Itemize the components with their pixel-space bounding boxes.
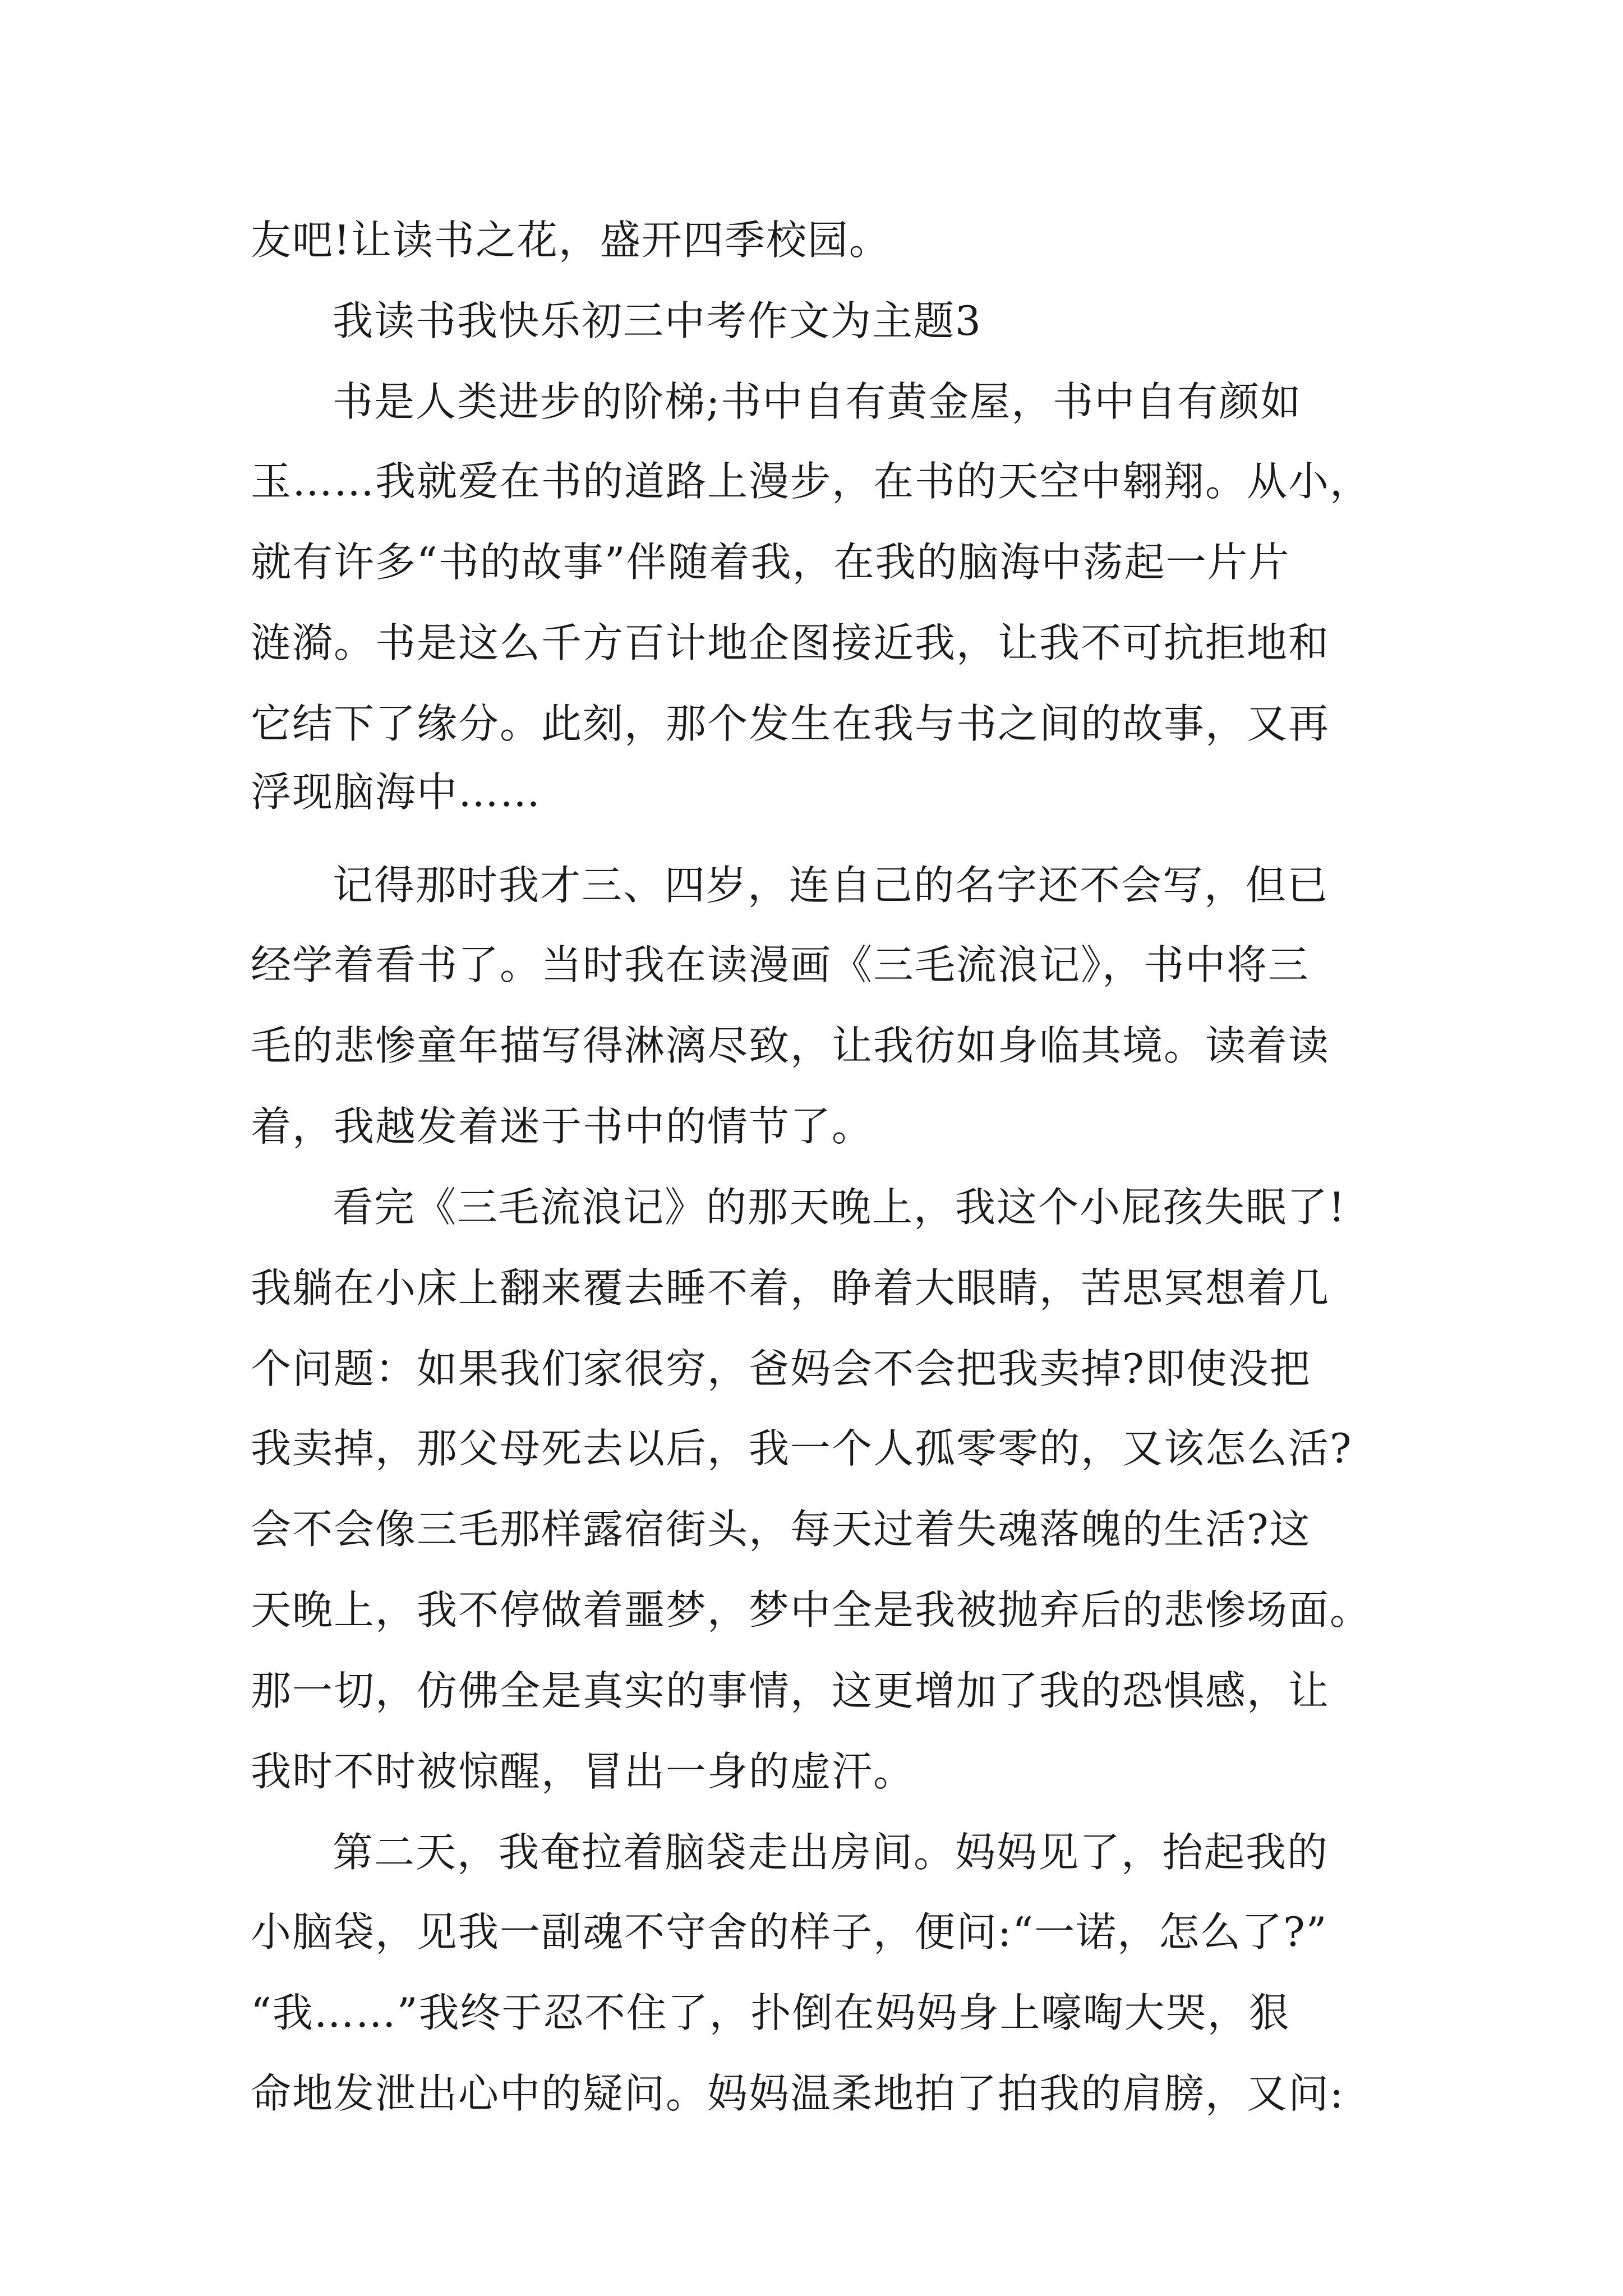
- text-line: 小脑袋，见我一副魂不守舍的样子，便问:“一诺，怎么了?”: [251, 1908, 1328, 1955]
- text-line: 记得那时我才三、四岁，连自己的名字还不会写，但已: [333, 862, 1329, 909]
- text-line: “我……”我终于忍不住了，扑倒在妈妈身上嚎啕大哭，狠: [251, 1989, 1290, 2036]
- text-line: 书是人类进步的阶梯;书中自有黄金屋，书中自有颜如: [333, 378, 1302, 425]
- text-line: 天晚上，我不停做着噩梦，梦中全是我被抛弃后的悲惨场面。: [251, 1586, 1372, 1634]
- text-line: 毛的悲惨童年描写得淋漓尽致，让我彷如身临其境。读着读: [251, 1022, 1330, 1069]
- text-line: 着，我越发着迷于书中的情节了。: [251, 1103, 874, 1150]
- text-line: 就有许多“书的故事”伴随着我，在我的脑海中荡起一片片: [251, 539, 1290, 586]
- text-line: 我时不时被惊醒，冒出一身的虚汗。: [251, 1748, 915, 1795]
- text-line: 玉……我就爱在书的道路上漫步，在书的天空中翱翔。从小，: [251, 458, 1372, 505]
- text-line: 第二天，我奄拉着脑袋走出房间。妈妈见了，抬起我的: [333, 1829, 1329, 1876]
- text-line: 涟漪。书是这么千方百计地企图接近我，让我不可抗拒地和: [251, 619, 1330, 666]
- text-line: 它结下了缘分。此刻，那个发生在我与书之间的故事，又再: [251, 700, 1330, 747]
- text-line: 命地发泄出心中的疑问。妈妈温柔地拍了拍我的肩膀，又问:: [251, 2070, 1345, 2117]
- essay-title: 我读书我快乐初三中考作文为主题3: [333, 297, 982, 344]
- text-line: 看完《三毛流浪记》的那天晚上，我这个小屁孩失眠了!: [333, 1184, 1346, 1231]
- text-line: 友吧!让读书之花，盛开四季校园。: [251, 217, 891, 264]
- text-line: 那一切，仿佛全是真实的事情，这更增加了我的恐惧感，让: [251, 1667, 1330, 1714]
- text-line: 浮现脑海中……: [251, 769, 542, 816]
- text-line: 我卖掉，那父母死去以后，我一个人孤零零的，又该怎么活?: [251, 1425, 1353, 1472]
- text-line: 我躺在小床上翻来覆去睡不着，睁着大眼睛，苦思冥想着几: [251, 1264, 1330, 1312]
- text-line: 会不会像三毛那样露宿街头，每天过着失魂落魄的生活?这: [251, 1506, 1311, 1553]
- text-line: 经学着看书了。当时我在读漫画《三毛流浪记》，书中将三: [251, 941, 1310, 988]
- text-line: 个问题：如果我们家很穷，爸妈会不会把我卖掉?即使没把: [251, 1345, 1311, 1392]
